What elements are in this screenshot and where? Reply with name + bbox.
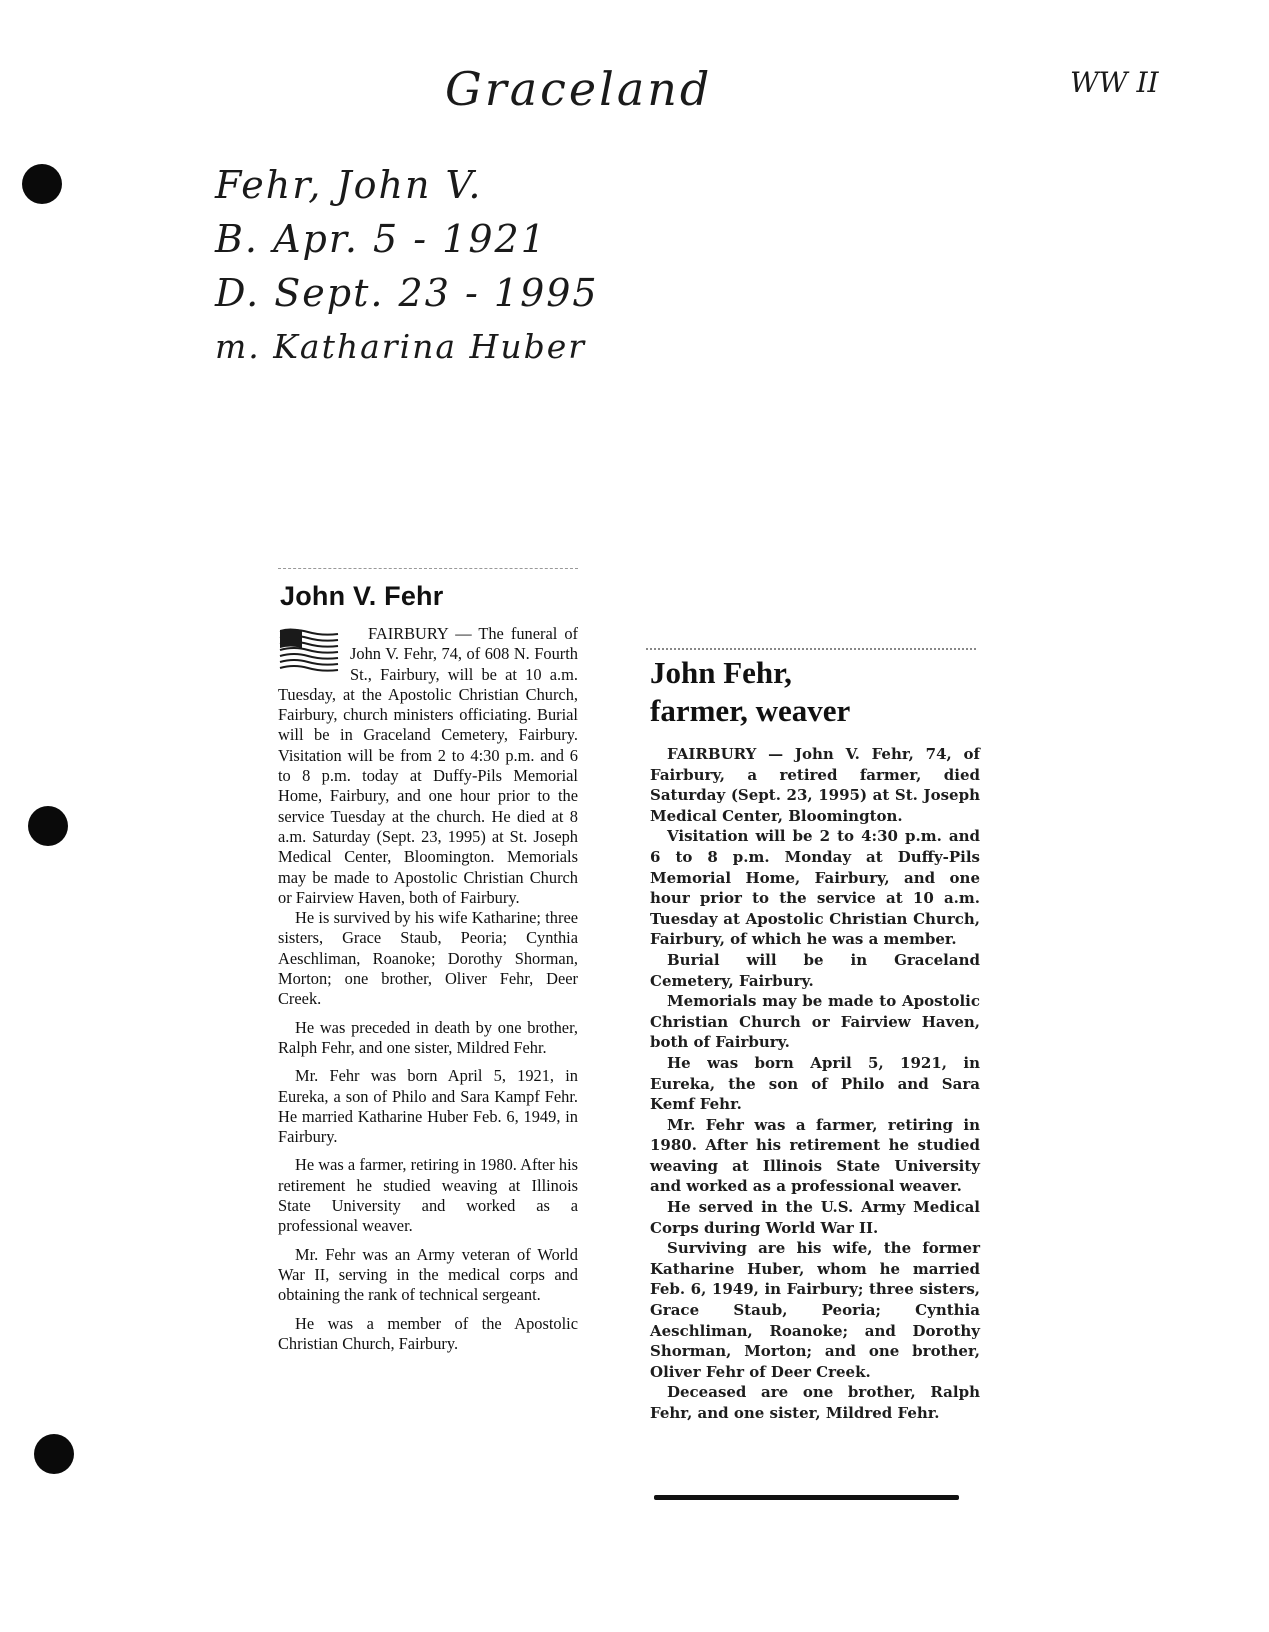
binder-hole-bottom: [34, 1434, 74, 1474]
obituary-one-paragraph: He was a member of the Apostolic Christian Church, Fairbury.: [278, 1313, 578, 1353]
obituary-clipping-two: [650, 654, 980, 1500]
obituary-two-paragraph: Visitation will be 2 to 4:30 p.m. and 6 to 8 p.m. Monday at Duffy-Pils Memorial Home, Fairbury, and one hour prior to the service at 10 a.m. Tuesday at Apostolic Christian Church, Fairbury, of which he was a member.: [650, 827, 980, 949]
obituary-one-paragraph: He was a farmer, retiring in 1980. After his retirement he studied weaving at Illinois State University and worked as a professional weaver.: [278, 1155, 578, 1236]
handwritten-birth-date: B. Apr. 5 - 1921: [215, 217, 547, 261]
obituary-two-paragraph: Deceased are one brother, Ralph Fehr, and one sister, Mildred Fehr.: [650, 1383, 980, 1422]
handwritten-notes: [215, 158, 599, 374]
obituary-two-paragraph: Surviving are his wife, the former Katharine Huber, whom he married Feb. 6, 1949, in Fairbury; three sisters, Grace Staub, Peoria; Cynthia Aeschliman, Roanoke; and Dorothy Shorman, Morton; and one brother, Oliver Fehr of Deer Creek.: [650, 1239, 980, 1381]
obituary-one-paragraph: He is survived by his wife Katharine; three sisters, Grace Staub, Peoria; Cynthia Aeschliman, Roanoke; Dorothy Shorman, Morton; one brother, Oliver Fehr, Deer Creek.: [278, 908, 578, 1009]
obituary-two-headline-line1: John Fehr,: [650, 655, 792, 690]
obituary-one-paragraph: Mr. Fehr was born April 5, 1921, in Eureka, a son of Philo and Sara Kampf Fehr. He married Katharine Huber Feb. 6, 1949, in Fairbury.: [278, 1066, 578, 1147]
obituary-two-paragraph: He served in the U.S. Army Medical Corps during World War II.: [650, 1198, 980, 1237]
obituary-two-headline-line2: farmer, weaver: [650, 693, 851, 728]
obituary-one-lead: [278, 624, 578, 908]
obituary-two-paragraph: He was born April 5, 1921, in Eureka, the son of Philo and Sara Kemf Fehr.: [650, 1053, 980, 1114]
handwritten-corner-note: WW II: [1070, 66, 1159, 99]
obituary-two-paragraph: Mr. Fehr was a farmer, retiring in 1980. After his retirement he studied weaving at Illinois State University and worked as a professional weaver.: [650, 1115, 980, 1196]
handwritten-cemetery-header: Graceland: [445, 62, 713, 116]
obituary-two-headline: [650, 654, 980, 730]
binder-hole-middle: [28, 806, 68, 846]
handwritten-death-date: D. Sept. 23 - 1995: [215, 271, 599, 315]
clipping-bottom-rule: [654, 1495, 959, 1500]
handwritten-name: Fehr, John V.: [215, 163, 483, 207]
obituary-one-paragraph: Mr. Fehr was an Army veteran of World War II, serving in the medical corps and obtaining the rank of technical sergeant.: [278, 1244, 578, 1305]
handwritten-spouse: m. Katharina Huber: [215, 327, 586, 366]
obituary-two-paragraph: Burial will be in Graceland Cemetery, Fairbury.: [650, 950, 980, 990]
binder-hole-top: [22, 164, 62, 204]
obituary-two-paragraph: Memorials may be made to Apostolic Christian Church or Fairview Haven, both of Fairbury.: [650, 992, 980, 1052]
obituary-clipping-one: [278, 568, 578, 1529]
american-flag-icon: [278, 626, 340, 672]
obituary-one-paragraph: He was preceded in death by one brother, Ralph Fehr, and one sister, Mildred Fehr.: [278, 1017, 578, 1057]
obituary-one-title: John V. Fehr: [280, 581, 444, 611]
obituary-one-paragraph: FAIRBURY — The funeral of John V. Fehr, 74, of 608 N. Fourth St., Fairbury, will be at 10 a.m. Tuesday, at the Apostolic Christian Church, Fairbury, church ministers officiating. Burial will be in Graceland Cemetery, Fairbury. Visitation will be from 2 to 4:30 p.m. and 6 to 8 p.m. today at Duffy-Pils Memorial Home, Fairbury, and one hour prior to the service Tuesday at the church. He died at 8 a.m. Saturday (Sept. 23, 1995) at St. Joseph Medical Center, Bloomington. Memorials may be made to Apostolic Christian Church or Fairview Haven, both of Fairbury.: [278, 624, 578, 907]
obituary-two-paragraph: FAIRBURY — John V. Fehr, 74, of Fairbury, a retired farmer, died Saturday (Sept. 23, 1995) at St. Joseph Medical Center, Bloomington.: [650, 745, 980, 825]
